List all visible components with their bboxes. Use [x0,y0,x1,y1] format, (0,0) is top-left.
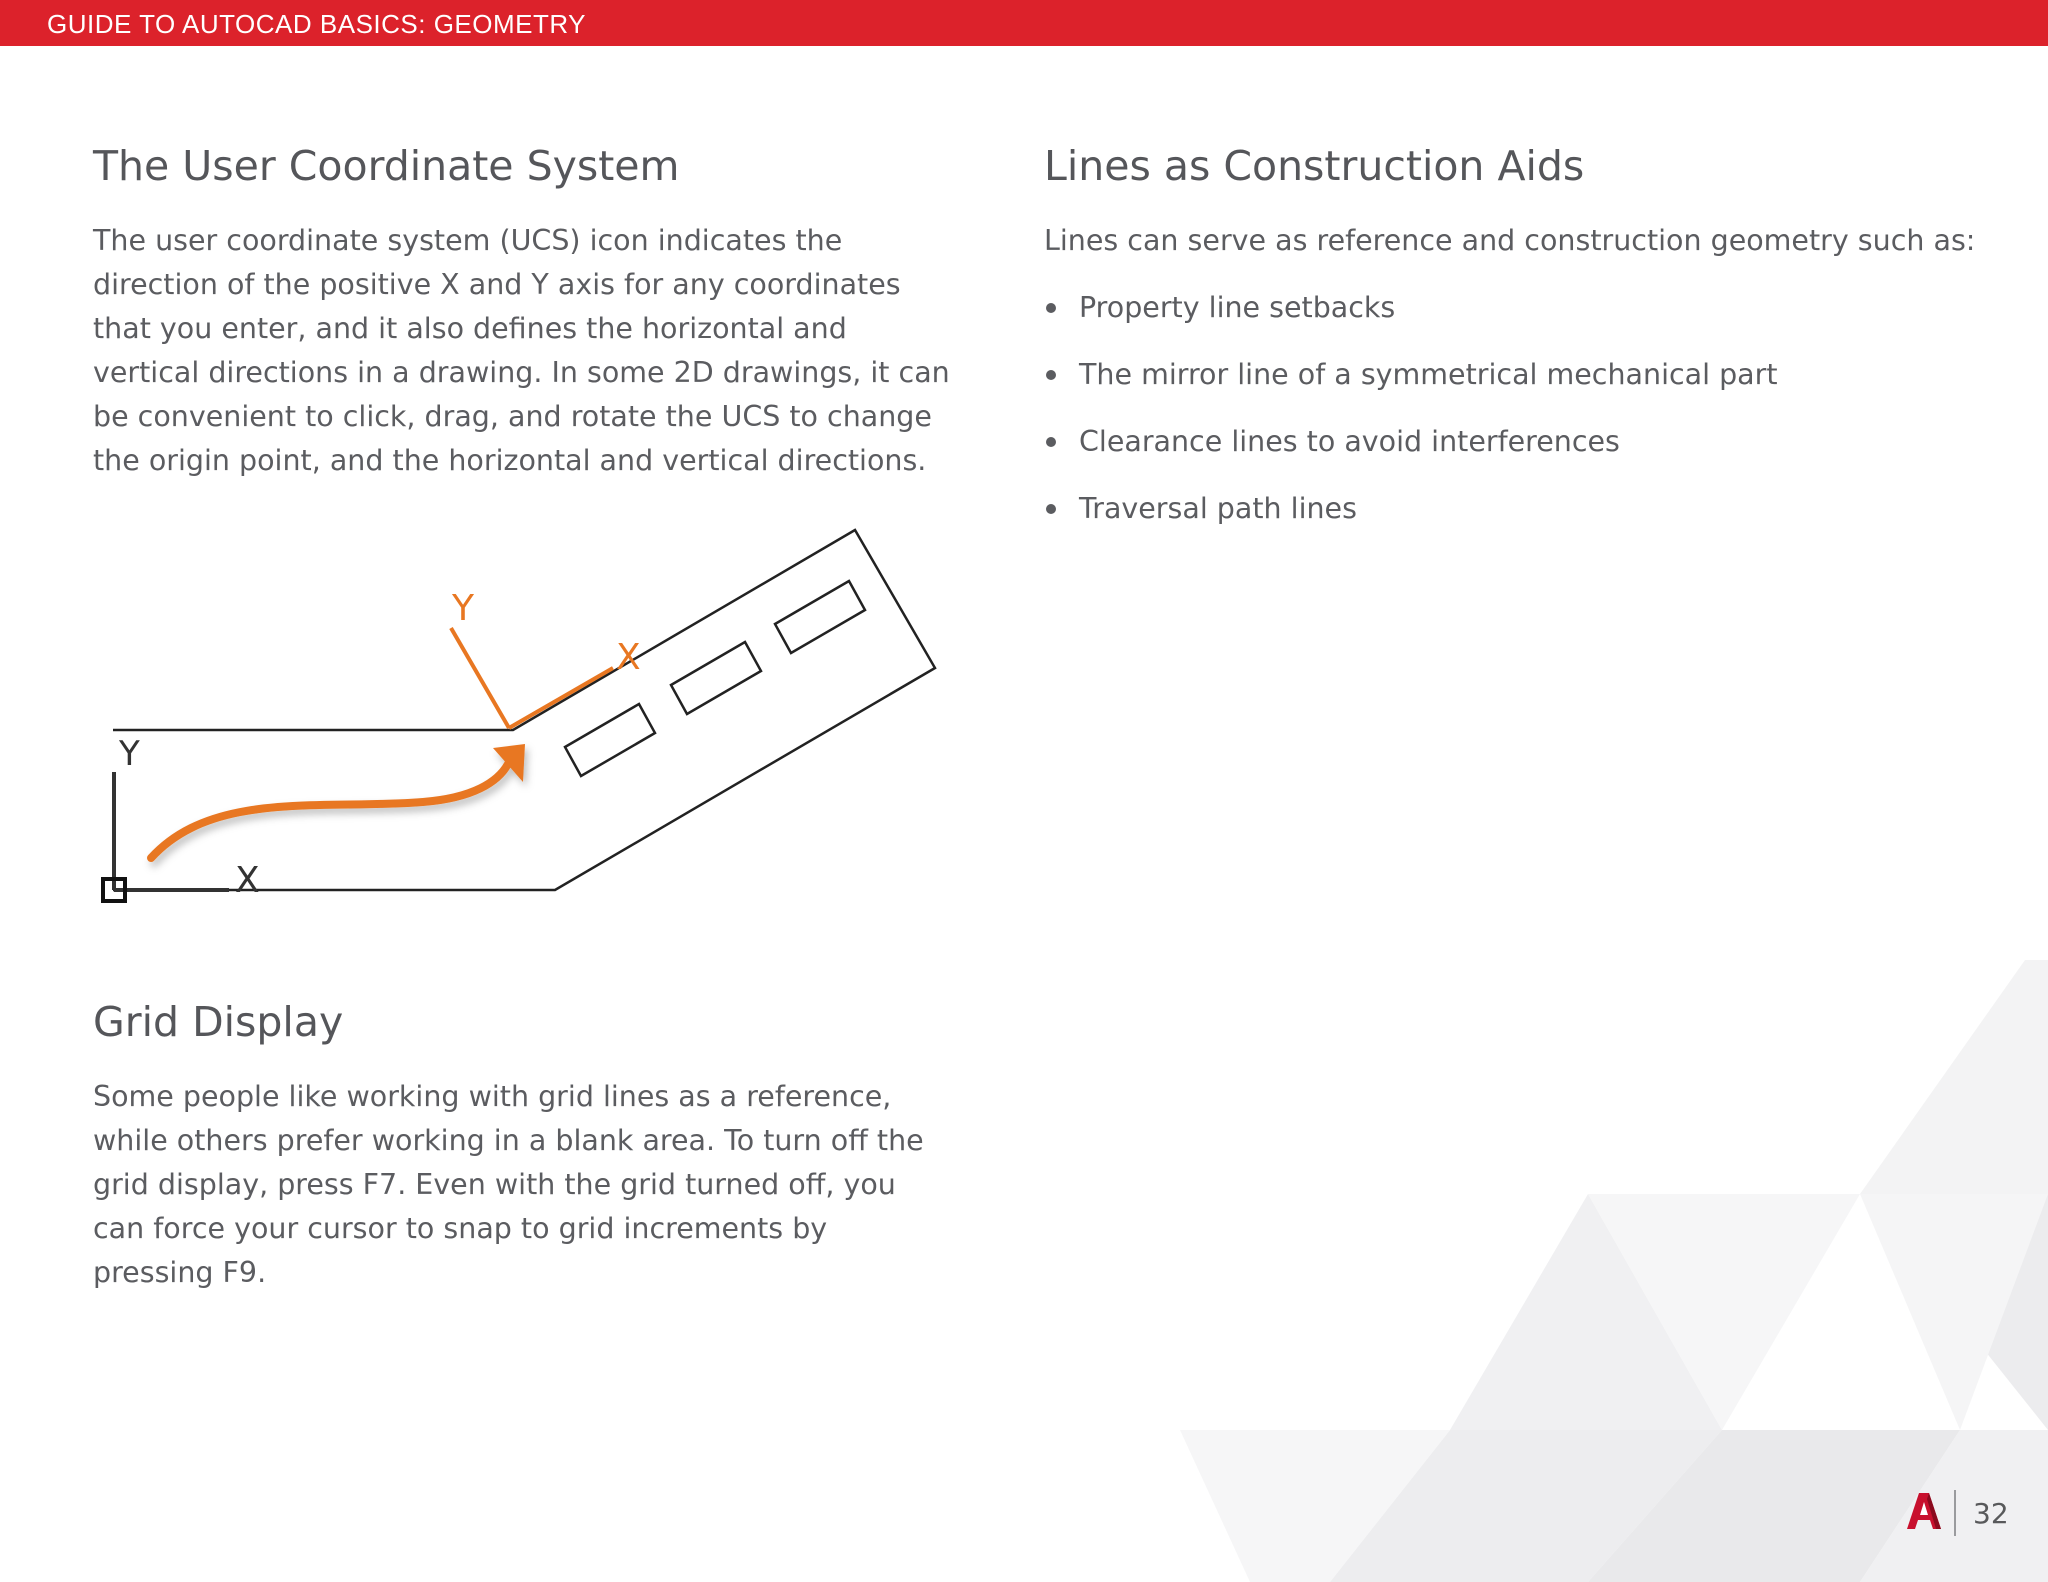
rotated-y-label: Y [452,588,474,629]
autocad-logo-icon [1906,1491,1942,1531]
bullet-icon [1046,437,1056,447]
world-x-label: X [235,860,260,901]
page-number: 32 [1973,1497,2009,1530]
grid-heading: Grid Display [93,998,344,1046]
header-bar [0,0,2048,46]
list-item [1044,286,1778,353]
list-item [1044,353,1778,420]
ucs-illustration [93,520,953,910]
construction-intro: Lines can serve as reference and construction geometry such as: [1044,224,1976,257]
header-title: GUIDE TO AUTOCAD BASICS: GEOMETRY [47,9,587,39]
world-y-label: Y [119,734,140,774]
bullet-icon [1046,504,1056,514]
ucs-heading: The User Coordinate System [93,142,680,190]
list-item-text: Property line setbacks [1079,291,1396,324]
grid-paragraph: Some people like working with grid lines as a reference, while others prefer working in a blank area. To turn off the grid display, press F7. Even with the grid turned off, you can force your cursor to snap to grid increments by pressing F9. [93,1080,924,1289]
list-item-text: Clearance lines to avoid interferences [1079,425,1620,458]
list-item-text: Traversal path lines [1079,492,1357,525]
drag-arrow-icon [151,744,525,858]
bullet-icon [1046,370,1056,380]
footer-divider [1954,1490,1956,1536]
ucs-paragraph: The user coordinate system (UCS) icon indicates the direction of the positive X and Y axis for any coordinates that you enter, and it also defines the horizontal and vertical directions in a drawing. In some 2D drawings, it can be convenient to click, drag, and rotate the UCS to change the origin point, and the horizontal and vertical directions. [93,224,950,477]
list-item-text: The mirror line of a symmetrical mechanical part [1079,358,1778,391]
bullet-icon [1046,303,1056,313]
rotated-x-label: X [616,637,641,678]
construction-list [1044,286,1778,554]
part-outline [113,530,935,890]
part-slots [565,581,865,776]
list-item [1044,487,1778,554]
construction-heading: Lines as Construction Aids [1044,142,1585,190]
list-item [1044,420,1778,487]
